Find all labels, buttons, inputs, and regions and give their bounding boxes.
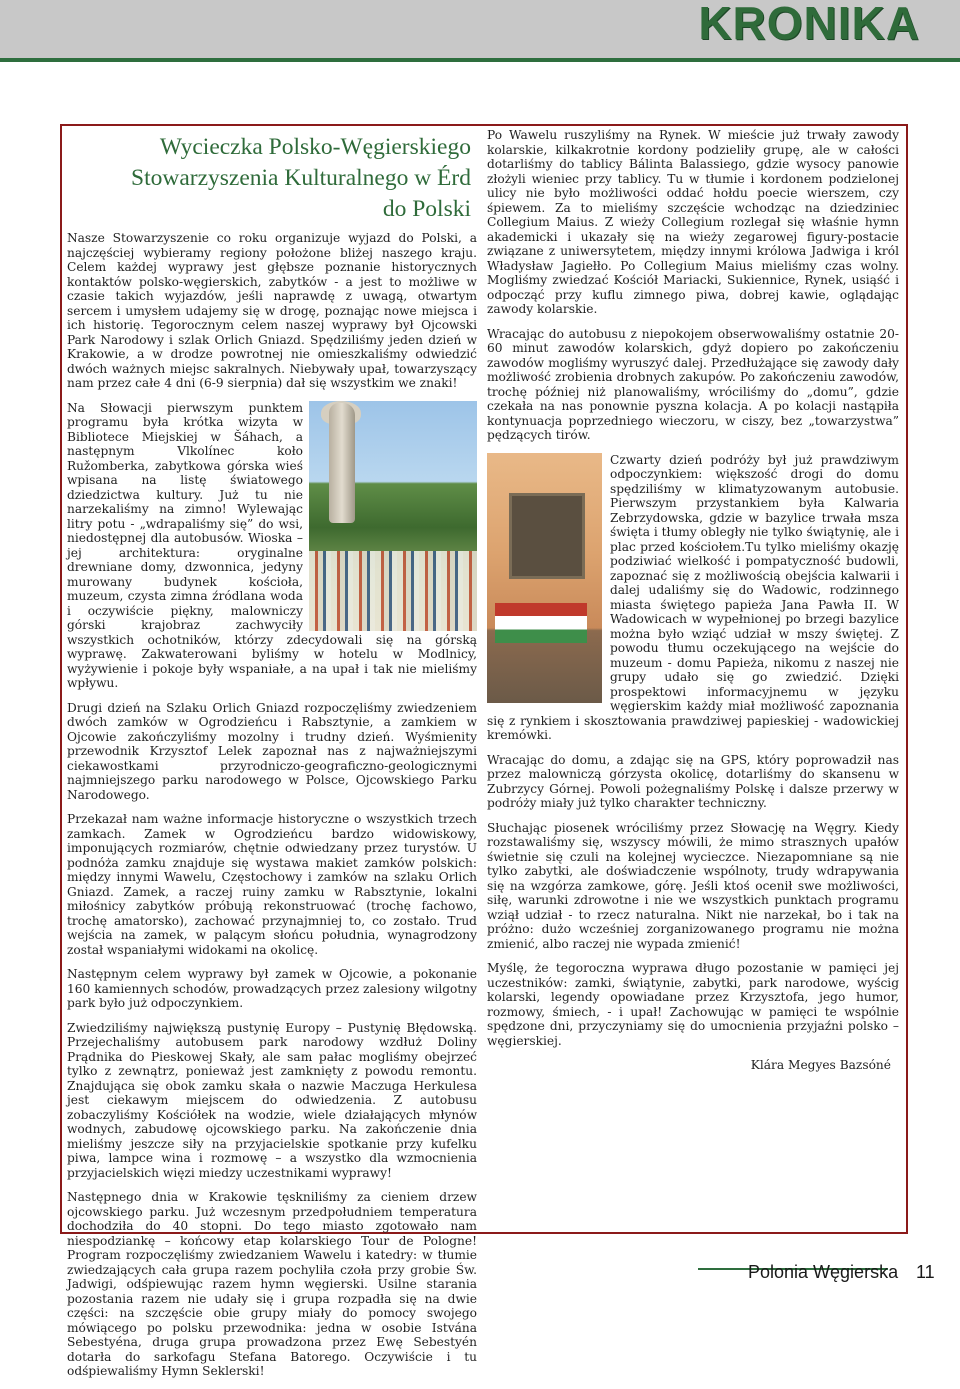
left-column [67, 128, 477, 1389]
paragraph: Myślę, że tegoroczna wyprawa długo pozostanie w pamięci jej uczestników: zamki, świątynie, zabytki, park narodowe, wyścig kolarski, legendy opowiadane przez Krzysztofa, jego humor, rozmowy, śmiech, - i upał! Zachowując w pamięci te wspólnie spędzone dni, przyczyniamy się do umocnienia przyjaźni polsko – węgierskiej. [487, 961, 899, 1048]
paragraph: Wracając do autobusu z niepokojem obserwowaliśmy ostatnie 20-60 minut zawodów kolarskich, gdyż dopiero po zakończeniu zawodów mogliśmy wyruszyć dalej. Przedłużające się zawody dały możliwość zrobienia drobnych zakupów. Po zakończeniu zawodów, trochę później niż planowaliśmy, wróciliśmy do „domu”, gdzie czekała na nas ponownie pyszna kolacja. A po kolacji nastąpiła kontynuacja poprzedniego wieczoru, w ciszy, bez „towarzystwa” pędzących tirów. [487, 326, 899, 442]
header-rule [0, 58, 960, 62]
article-title: Wycieczka Polsko-Węgierskiego Stowarzyszenia Kulturalnego w Érd do Polski [131, 134, 471, 222]
paragraph: Po Wawelu ruszyliśmy na Rynek. W mieście już trwały zawody kolarskie, kilkakrotnie kordony podzieliły grupę, ale w całości dotarliśmy do tablicy Bálinta Balassiego, gdzie wysocy panowie złożyli wieniec przy tablicy. Tu w tłumie i kordonem podzielonej ulicy nie było możliwości oddać hołdu poecie wierszem, czy śpiewem. Za to mieliśmy szczęście wchodząc na dziedziniec Collegium Maius. Z wieży Collegium rozlegał się właśnie hymn akademicki i ukazały się na wieży zegarowej figury-postacie związane z uniwersytetem, między innymi królowa Jadwiga i król Władysław Jagiełło. Po Collegium Maius mieliśmy czas wolny. Mogliśmy zwiedzać Kościół Mariacki, Sukiennice, Rynek, usiąść i odpocząć przy kuflu zimnego piwa, dobrej kawie, oglądając zawody kolarskie. [487, 128, 899, 316]
photo-image [309, 401, 477, 631]
plaque-shape [509, 493, 585, 579]
author: Klára Megyes Bazsóné [750, 1058, 891, 1072]
photo-group-rock [309, 401, 477, 631]
paragraph: Drugi dzień na Szlaku Orlich Gniazd rozpoczęliśmy zwiedzeniem dwóch zamków w Ogrodzieńcu i Rabsztynie, a zamkiem w Ojcowie zakończyliśmy mozolny i trudny dzień. Wyśmienity przewodnik Krzysztof Lelek zapoznał nas z najważniejszymi ciekawostkami przyrodniczo-geograficzno-geologicznymi najmniejszego parku narodowego w Polsce, Ojcowskiego Parku Narodowego. [67, 700, 477, 802]
people-group [309, 551, 477, 631]
paragraph: Wracając do domu, a zdając się na GPS, który poprowadził nas przez malowniczą górzysta okolicę, dotarliśmy do skansenu w Zubrzycy Górnej. Powoli pożegnaliśmy Polskę i dalsze przerwy w podróży miały już tylko charakter techniczny. [487, 752, 899, 810]
paragraph: Nasze Stowarzyszenie co roku organizuje wyjazd do Polski, a najczęściej wybieramy regiony położone bliżej naszego kraju. Celem każdej wyprawy jest głębsze poznanie historycznych kontaktów polsko-węgierskich, zabytków - a jest to możliwe w czasie takich wyjazdów, jeśli naprawdę z uwagą, otwartym sercem i umysłem udajemy się w drogę, poznając nowe miejsca i ich historię. Tegorocznym celem naszej wyprawy był Ojcowski Park Narodowy i szlak Orlich Gniazd. Spędziliśmy jeden dzień w Krakowie, a w drodze powrotnej nie omieszkaliśmy odwiedzić dwóch ważnych miejsc sakralnych. Niebywały upał, towarzyszący nam przez całe 4 dni (6-9 sierpnia) dał się wszystkim we znaki! [67, 231, 477, 390]
photo-image [487, 453, 602, 703]
right-column [487, 128, 899, 1083]
paragraph: Czwarty dzień podróży był już prawdziwym odpoczynkiem: większość drogi do domu spędziliśmy w klimatyzowanym autobusie. Pierwszym przystankiem była Kalwaria Zebrzydowska, gdzie w bazylice trwała msza święta i tłumy obległy nie tylko świątynię, ale i plac przed kościołem.Tu tylko mieliśmy okazję podziwiać wielkość i pompatyczność budowli, zapoznać się z możliwością obejścia kalwarii i dalej udaliśmy się do Wadowic, rodzinnego miasta świętego papieża Jana Pawła II. W Wadowicach w wypełnionej po brzegi bazylice można było wziąć udział w mszy świętej. Z powodu tłumu oczekującego na wejście do muzeum - domu Papieża, nikomu z naszej nie grupy udało się go zwiedzić. Dzięki prospektowi informacyjnemu w języku węgierskim każdy miał możliwość zapoznania się z rynkiem i skosztowania prawdziwej papieskiej - wadowickiej kremówki. [487, 452, 899, 742]
publication-name: Polonia Węgierska [748, 1262, 899, 1282]
section-title: KRONIKA [698, 0, 920, 49]
hungarian-flag [495, 603, 587, 643]
paragraph: Następnego dnia w Krakowie tęskniliśmy za cieniem drzew ojcowskiego parku. Już wczesnym przedpołudniem temperatura dochodziła do 40 stopni. Do tego miasto zgotowało nam niespodziankę – końcowy etap kolarskiego Tour de Pologne! Program rozpoczęliśmy zwiedzaniem Wawelu i katedry: w tłumie zwiedzających cała grupa razem pochyliła czoła przy grobie Św. Jadwigi, odśpiewując razem hymn węgierski. Usilne starania pozostania razem nie udały się i grupa rozpadła się na dwie części: na szczęście obie grupy miały do pomocy swojego mówiącego po polsku przewodnika: jedna w osobie Istvána Sebestyéna, druga grupa prowadzona przez Ewę Sebestyén dotarła do sarkofagu Stefana Batorego. Oczywiście i tu odśpiewaliśmy Hymn Seklerski! [67, 1190, 477, 1378]
paragraph: Zwiedziliśmy największą pustynię Europy – Pustynię Błędowską. Przejechaliśmy autobusem park narodowy wzdłuż Doliny Prądnika do Pieskowej Skały, ale sam pałac mogliśmy obejrzeć tylko z zewnątrz, ponieważ jest zamknięty z powodu remontu. Znajdująca się obok zamku skała o nazwie Maczuga Herkulesa jest ciekawym miejscem do odwiedzenia. Z autobusu zobaczyliśmy Kościółek na wodzie, wiele działających młynów wodnych, zabudowę ojcowskiego parku. Na zakończenie dnia mieliśmy jeszcze siły na przyjacielskie spotkanie przy kufelku piwa, lampce wina i rozmowę – a wszystko dla wzmocnienia przyjacielskich więzi miedzy uczestnikami wyprawy! [67, 1020, 477, 1180]
photo-plaque-flag [487, 453, 602, 703]
rock-shape [329, 403, 355, 523]
paragraph: Słuchając piosenek wróciliśmy przez Słowację na Węgry. Kiedy rozstawaliśmy się, wszyscy mówili, że mimo strasznych upałów świetnie się czuli na kolejnej wycieczce. Niezapomniane są nie tylko zabytki, ale doświadczenie wspólnoty, trudy wdrapywania się na wzgórza zamkowe, górę. Jeśli ktoś ocenił swe możliwości, siłę, warunki zdrowotne i nie we wszystkich punktach programu wziął udział - to rzecz naturalna. Nikt nie narzekał, bo i tak na próżno: dużo wcześniej zorganizowanego programu nie można zmienić, albo raczej nie wypada zmienić! [487, 820, 899, 951]
paragraph: Przekazał nam ważne informacje historyczne o wszystkich trzech zamkach. Zamek w Ogrodzieńcu bardzo widowiskowy, imponujących rozmiarów, chętnie odwiedzany przez turystów. U podnóża zamku znajduje się wystawa makiet zamków polskich: między innymi Wawelu, Częstochowy i zamków na szlaku Orlich Gniazd. Zamek, a raczej ruiny zamku w Rabsztynie, lokalni miłośnicy zabytków próbują rekonstruować (trochę fachowo, trochę amatorsko), zachować przynajmniej to, co zostało. Trud wejścia na zamek, w palącym słońcu południa, wynagrodzony został wspaniałymi widokami na okolicę. [67, 812, 477, 957]
paragraph: Następnym celem wyprawy był zamek w Ojcowie, a pokonanie 160 kamiennych schodów, prowadzących przez zalesiony wilgotny park było już odpoczynkiem. [67, 967, 477, 1010]
page-number: 11 [916, 1262, 935, 1282]
paragraph: Na Słowacji pierwszym punktem programu była krótka wizyta w Bibliotece Miejskiej w Šáhach, a następnym Vlkolínec koło Ružomberka, zabytkowa górska wieś wpisana na listę światowego dziedzictwa kultury. Już tu nie narzekaliśmy na zimno! Wylewając litry potu - „wdrapaliśmy się” do wsi, niedostępnej dla autobusów. Wioska – jej architektura: oryginalne drewniane domy, dzwonnica, jedyny murowany budynek kościoła, muzeum, czysta zimna źródlana woda i oczywiście piękny, malowniczy górski krajobraz zachwyciły wszystkich ochotników, którzy zdecydowali się na górską wyprawę. Zakwaterowani byliśmy w hotelu w Modlnicy, wyżywienie i pokoje były wspaniałe, a na upał i tak nie mieliśmy wpływu. [67, 400, 477, 690]
